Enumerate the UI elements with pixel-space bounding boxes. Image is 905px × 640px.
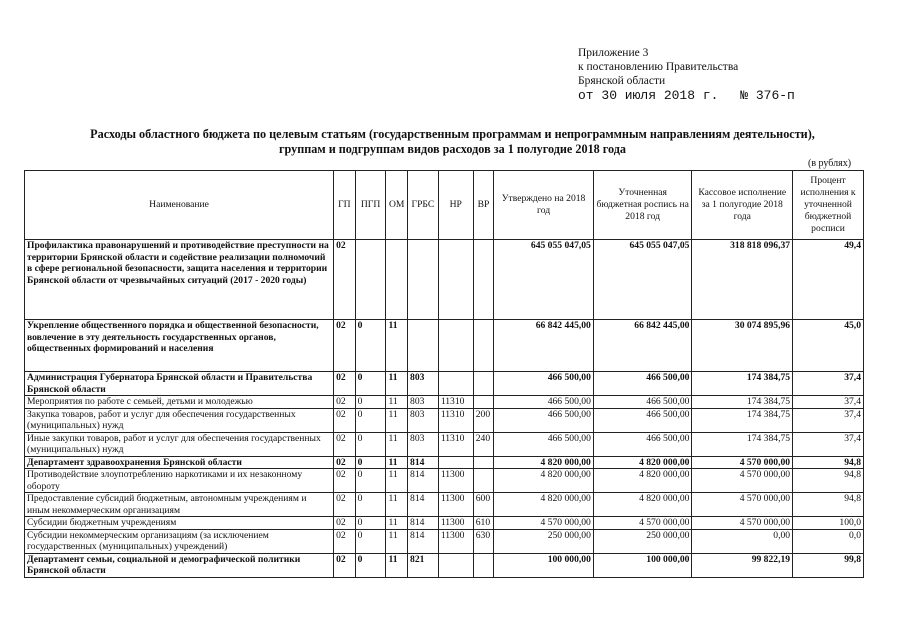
cell-grbs: 814 (408, 493, 439, 517)
cell-gp: 02 (334, 372, 356, 396)
cell-revised: 466 500,00 (593, 372, 692, 396)
table-row (25, 320, 864, 372)
document-title (30, 127, 875, 157)
appendix-line-1: Приложение 3 (578, 47, 649, 59)
budget-table (24, 170, 864, 578)
cell-vr (473, 372, 494, 396)
cell-grbs: 814 (408, 529, 439, 553)
cell-percent: 99,8 (793, 553, 864, 577)
cell-approved: 466 500,00 (494, 408, 594, 432)
cell-nr: 11310 (438, 396, 473, 409)
cell-gp: 02 (334, 529, 356, 553)
cell-grbs: 803 (408, 408, 439, 432)
table-body (25, 240, 864, 578)
cell-grbs: 814 (408, 456, 439, 469)
cell-nr (438, 456, 473, 469)
cell-gp: 02 (334, 456, 356, 469)
table-row (25, 396, 864, 409)
table-row (25, 240, 864, 320)
cell-revised: 66 842 445,00 (593, 320, 692, 372)
cell-om: 11 (386, 517, 408, 530)
cell-revised: 4 570 000,00 (593, 517, 692, 530)
cell-name: Субсидии бюджетным учреждениям (25, 517, 334, 530)
cell-cash: 0,00 (692, 529, 793, 553)
cell-pgp: 0 (355, 372, 386, 396)
cell-pgp: 0 (355, 493, 386, 517)
cell-cash: 4 570 000,00 (692, 493, 793, 517)
cell-percent: 37,4 (793, 408, 864, 432)
cell-gp: 02 (334, 469, 356, 493)
cell-revised: 645 055 047,05 (593, 240, 692, 320)
cell-approved: 4 820 000,00 (494, 456, 594, 469)
cell-name: Противодействие злоупотреблению наркотиками и их незаконному обороту (25, 469, 334, 493)
table-row (25, 517, 864, 530)
cell-name: Профилактика правонарушений и противодействие преступности на территории Брянской области и содействие реализации полномочий в сфере региональной безопасности, защита населения и территории Брянской области от чрезвычайных ситуаций (2017 - 2020 годы) (25, 240, 334, 320)
cell-name: Предоставление субсидий бюджетным, автономным учреждениям и иным некоммерческим организациям (25, 493, 334, 517)
cell-grbs: 803 (408, 396, 439, 409)
cell-vr (473, 469, 494, 493)
cell-gp: 02 (334, 493, 356, 517)
cell-gp: 02 (334, 517, 356, 530)
cell-om: 11 (386, 372, 408, 396)
cell-cash: 174 384,75 (692, 372, 793, 396)
cell-gp: 02 (334, 553, 356, 577)
appendix-line-3: Брянской области (578, 75, 666, 87)
cell-nr: 11310 (438, 408, 473, 432)
cell-percent: 94,8 (793, 469, 864, 493)
cell-nr (438, 240, 473, 320)
cell-revised: 466 500,00 (593, 408, 692, 432)
header-grbs: ГРБС (408, 171, 439, 240)
cell-pgp: 0 (355, 529, 386, 553)
table-row (25, 529, 864, 553)
table-row (25, 372, 864, 396)
cell-pgp: 0 (355, 517, 386, 530)
cell-percent: 45,0 (793, 320, 864, 372)
cell-revised: 466 500,00 (593, 432, 692, 456)
appendix-number: № 376-п (740, 88, 795, 103)
header-revised: Уточненная бюджетная роспись на 2018 год (593, 171, 692, 240)
header-gp: ГП (334, 171, 356, 240)
cell-grbs (408, 240, 439, 320)
table-row (25, 408, 864, 432)
cell-approved: 466 500,00 (494, 372, 594, 396)
unit-note: (в рублях) (808, 158, 852, 169)
header-cash: Кассовое исполнение за 1 полугодие 2018 года (692, 171, 793, 240)
cell-vr: 600 (473, 493, 494, 517)
header-vr: ВР (473, 171, 494, 240)
cell-om: 11 (386, 469, 408, 493)
cell-nr (438, 320, 473, 372)
appendix-date: от 30 июля 2018 г. (578, 88, 719, 103)
cell-approved: 645 055 047,05 (494, 240, 594, 320)
cell-revised: 4 820 000,00 (593, 493, 692, 517)
cell-approved: 4 820 000,00 (494, 469, 594, 493)
cell-approved: 250 000,00 (494, 529, 594, 553)
cell-gp: 02 (334, 432, 356, 456)
cell-vr: 200 (473, 408, 494, 432)
cell-pgp: 0 (355, 553, 386, 577)
cell-cash: 4 570 000,00 (692, 456, 793, 469)
header-pgp: ПГП (355, 171, 386, 240)
cell-om: 11 (386, 553, 408, 577)
cell-percent: 0,0 (793, 529, 864, 553)
cell-revised: 4 820 000,00 (593, 469, 692, 493)
cell-name: Укрепление общественного порядка и общественной безопасности, вовлечение в эту деятельность государственных органов, общественных формирований и населения (25, 320, 334, 372)
cell-cash: 4 570 000,00 (692, 469, 793, 493)
cell-percent: 94,8 (793, 493, 864, 517)
cell-grbs (408, 320, 439, 372)
table-row (25, 456, 864, 469)
cell-grbs: 803 (408, 372, 439, 396)
cell-name: Мероприятия по работе с семьей, детьми и молодежью (25, 396, 334, 409)
cell-approved: 4 820 000,00 (494, 493, 594, 517)
cell-cash: 174 384,75 (692, 396, 793, 409)
cell-pgp: 0 (355, 469, 386, 493)
cell-nr: 11300 (438, 469, 473, 493)
cell-approved: 66 842 445,00 (494, 320, 594, 372)
cell-percent: 49,4 (793, 240, 864, 320)
cell-percent: 37,4 (793, 432, 864, 456)
cell-vr (473, 553, 494, 577)
table-row (25, 432, 864, 456)
cell-cash: 318 818 096,37 (692, 240, 793, 320)
cell-pgp: 0 (355, 432, 386, 456)
cell-vr: 630 (473, 529, 494, 553)
cell-cash: 174 384,75 (692, 432, 793, 456)
cell-name: Департамент здравоохранения Брянской области (25, 456, 334, 469)
header-percent: Процент исполнения к уточненной бюджетной росписи (793, 171, 864, 240)
cell-revised: 4 820 000,00 (593, 456, 692, 469)
cell-vr: 610 (473, 517, 494, 530)
cell-nr: 11300 (438, 493, 473, 517)
cell-approved: 100 000,00 (494, 553, 594, 577)
appendix-date-line (578, 89, 795, 103)
cell-approved: 4 570 000,00 (494, 517, 594, 530)
table-row (25, 469, 864, 493)
cell-pgp (355, 240, 386, 320)
cell-om: 11 (386, 396, 408, 409)
cell-name: Иные закупки товаров, работ и услуг для обеспечения государственных (муниципальных) нужд (25, 432, 334, 456)
cell-vr (473, 240, 494, 320)
cell-approved: 466 500,00 (494, 396, 594, 409)
cell-cash: 30 074 895,96 (692, 320, 793, 372)
cell-name: Администрация Губернатора Брянской области и Правительства Брянской области (25, 372, 334, 396)
appendix-line-2: к постановлению Правительства (578, 61, 739, 73)
cell-percent: 100,0 (793, 517, 864, 530)
appendix-block (578, 46, 795, 103)
cell-vr (473, 456, 494, 469)
header-om: ОМ (386, 171, 408, 240)
cell-grbs: 803 (408, 432, 439, 456)
cell-nr (438, 372, 473, 396)
cell-nr: 11300 (438, 529, 473, 553)
cell-pgp: 0 (355, 408, 386, 432)
cell-revised: 466 500,00 (593, 396, 692, 409)
cell-grbs: 821 (408, 553, 439, 577)
header-approved: Утверждено на 2018 год (494, 171, 594, 240)
cell-om: 11 (386, 320, 408, 372)
header-nr: НР (438, 171, 473, 240)
cell-grbs: 814 (408, 517, 439, 530)
cell-om: 11 (386, 493, 408, 517)
cell-vr (473, 320, 494, 372)
cell-cash: 99 822,19 (692, 553, 793, 577)
cell-pgp: 0 (355, 456, 386, 469)
cell-gp: 02 (334, 320, 356, 372)
cell-percent: 37,4 (793, 396, 864, 409)
table-header-row (25, 171, 864, 240)
cell-om: 11 (386, 432, 408, 456)
cell-om: 11 (386, 408, 408, 432)
header-name: Наименование (25, 171, 334, 240)
cell-nr (438, 553, 473, 577)
cell-name: Субсидии некоммерческим организациям (за исключением государственных (муниципальных) учреждений) (25, 529, 334, 553)
cell-grbs: 814 (408, 469, 439, 493)
cell-gp: 02 (334, 408, 356, 432)
document-title-line-2: группам и подгруппам видов расходов за 1 полугодие 2018 года (278, 142, 627, 156)
cell-vr: 240 (473, 432, 494, 456)
cell-percent: 94,8 (793, 456, 864, 469)
cell-vr (473, 396, 494, 409)
cell-cash: 174 384,75 (692, 408, 793, 432)
cell-om: 11 (386, 529, 408, 553)
cell-revised: 250 000,00 (593, 529, 692, 553)
cell-nr: 11300 (438, 517, 473, 530)
cell-revised: 100 000,00 (593, 553, 692, 577)
cell-nr: 11310 (438, 432, 473, 456)
document-title-line-1: Расходы областного бюджета по целевым статьям (государственным программам и непрограммным направлениям деятельности), (90, 127, 815, 141)
table-row (25, 553, 864, 577)
cell-gp: 02 (334, 240, 356, 320)
cell-pgp: 0 (355, 396, 386, 409)
cell-approved: 466 500,00 (494, 432, 594, 456)
cell-gp: 02 (334, 396, 356, 409)
cell-om: 11 (386, 456, 408, 469)
cell-name: Закупка товаров, работ и услуг для обеспечения государственных (муниципальных) нужд (25, 408, 334, 432)
cell-percent: 37,4 (793, 372, 864, 396)
table-row (25, 493, 864, 517)
cell-name: Департамент семьи, социальной и демографической политики Брянской области (25, 553, 334, 577)
cell-om (386, 240, 408, 320)
cell-cash: 4 570 000,00 (692, 517, 793, 530)
cell-pgp: 0 (355, 320, 386, 372)
